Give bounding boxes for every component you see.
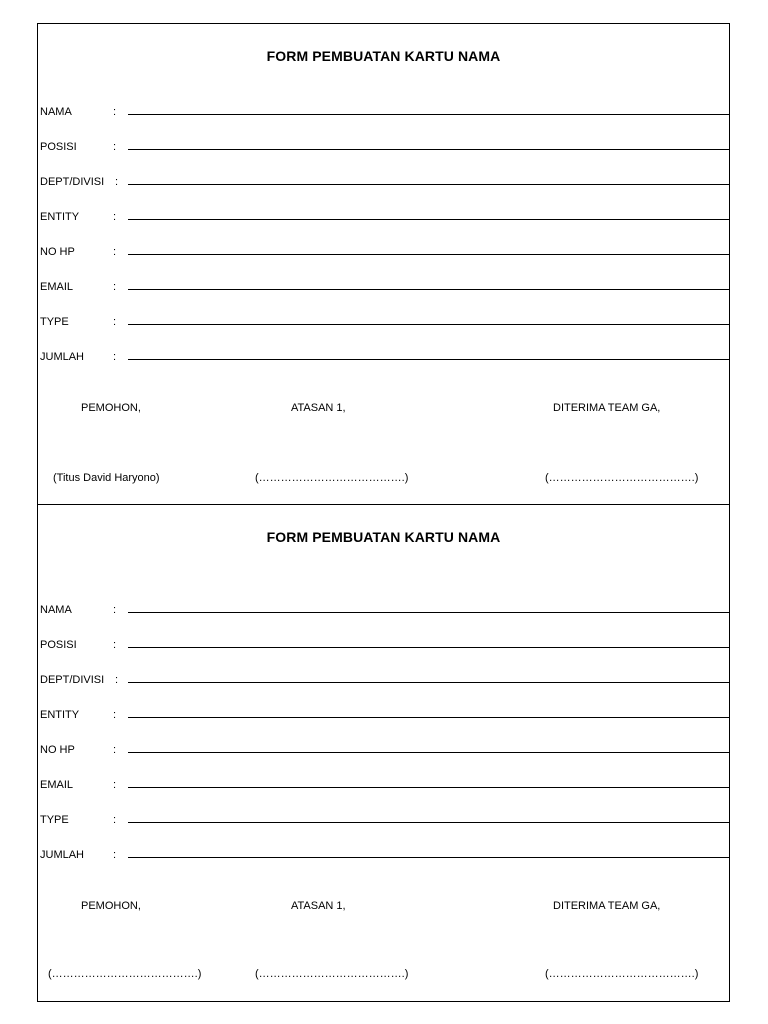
field-label-dept-divisi: DEPT/DIVISI [40,674,105,686]
email-input-line[interactable] [128,289,729,290]
field-label-type: TYPE [40,316,69,328]
field-label-no-hp: NO HP [40,246,75,258]
signature-role-atasan: ATASAN 1, [291,402,346,414]
field-row-posisi [38,638,729,658]
field-colon: : [113,246,117,258]
entity-input-line[interactable] [128,219,729,220]
field-row-type [38,315,729,335]
field-label-entity: ENTITY [40,211,80,223]
field-label-email: EMAIL [40,281,74,293]
type-input-line[interactable] [128,822,729,823]
field-colon: : [113,211,117,223]
field-colon: : [113,281,117,293]
field-label-dept-divisi: DEPT/DIVISI [40,176,105,188]
field-label-jumlah: JUMLAH [40,351,85,363]
field-colon: : [115,176,119,188]
field-label-no-hp: NO HP [40,744,75,756]
field-row-dept-divisi [38,175,729,195]
signature-role-pemohon: PEMOHON, [81,900,141,912]
field-label-email: EMAIL [40,779,74,791]
field-colon: : [113,351,117,363]
field-row-jumlah [38,848,729,868]
signature-role-team-ga: DITERIMA TEAM GA, [553,900,661,912]
signature-role-team-ga: DITERIMA TEAM GA, [553,402,661,414]
field-label-posisi: POSISI [40,639,77,651]
no-hp-input-line[interactable] [128,254,729,255]
field-row-entity [38,210,729,230]
posisi-input-line[interactable] [128,149,729,150]
jumlah-input-line[interactable] [128,857,729,858]
no-hp-input-line[interactable] [128,752,729,753]
entity-input-line[interactable] [128,717,729,718]
field-row-entity [38,708,729,728]
field-colon: : [113,316,117,328]
field-row-email [38,778,729,798]
field-row-no-hp [38,743,729,763]
dept-divisi-input-line[interactable] [128,682,729,683]
posisi-input-line[interactable] [128,647,729,648]
signature-name-pemohon: (Titus David Haryono) [53,472,160,484]
field-label-nama: NAMA [40,604,72,616]
nama-input-line[interactable] [128,612,729,613]
field-label-jumlah: JUMLAH [40,849,85,861]
form-title: FORM PEMBUATAN KARTU NAMA [266,48,501,64]
field-label-entity: ENTITY [40,709,80,721]
field-colon: : [113,106,117,118]
field-row-email [38,280,729,300]
field-colon: : [113,604,117,616]
nama-input-line[interactable] [128,114,729,115]
field-colon: : [113,744,117,756]
field-row-type [38,813,729,833]
field-colon: : [113,779,117,791]
field-label-posisi: POSISI [40,141,77,153]
signature-role-pemohon: PEMOHON, [81,402,141,414]
signature-name-atasan: (………………………………….) [255,472,409,484]
signature-role-atasan: ATASAN 1, [291,900,346,912]
field-colon: : [113,814,117,826]
field-row-nama [38,105,729,125]
signature-name-team-ga: (………………………………….) [545,968,699,980]
name-card-form-2 [37,504,730,1002]
field-colon: : [115,674,119,686]
type-input-line[interactable] [128,324,729,325]
field-row-dept-divisi [38,673,729,693]
signature-name-atasan: (………………………………….) [255,968,409,980]
field-label-nama: NAMA [40,106,72,118]
field-colon: : [113,849,117,861]
jumlah-input-line[interactable] [128,359,729,360]
signature-name-pemohon: (………………………………….) [48,968,202,980]
field-row-no-hp [38,245,729,265]
name-card-form-1 [37,23,730,505]
field-label-type: TYPE [40,814,69,826]
field-colon: : [113,141,117,153]
field-row-posisi [38,140,729,160]
signature-name-team-ga: (………………………………….) [545,472,699,484]
field-row-jumlah [38,350,729,370]
field-row-nama [38,603,729,623]
form-title: FORM PEMBUATAN KARTU NAMA [266,529,501,545]
field-colon: : [113,709,117,721]
field-colon: : [113,639,117,651]
email-input-line[interactable] [128,787,729,788]
dept-divisi-input-line[interactable] [128,184,729,185]
